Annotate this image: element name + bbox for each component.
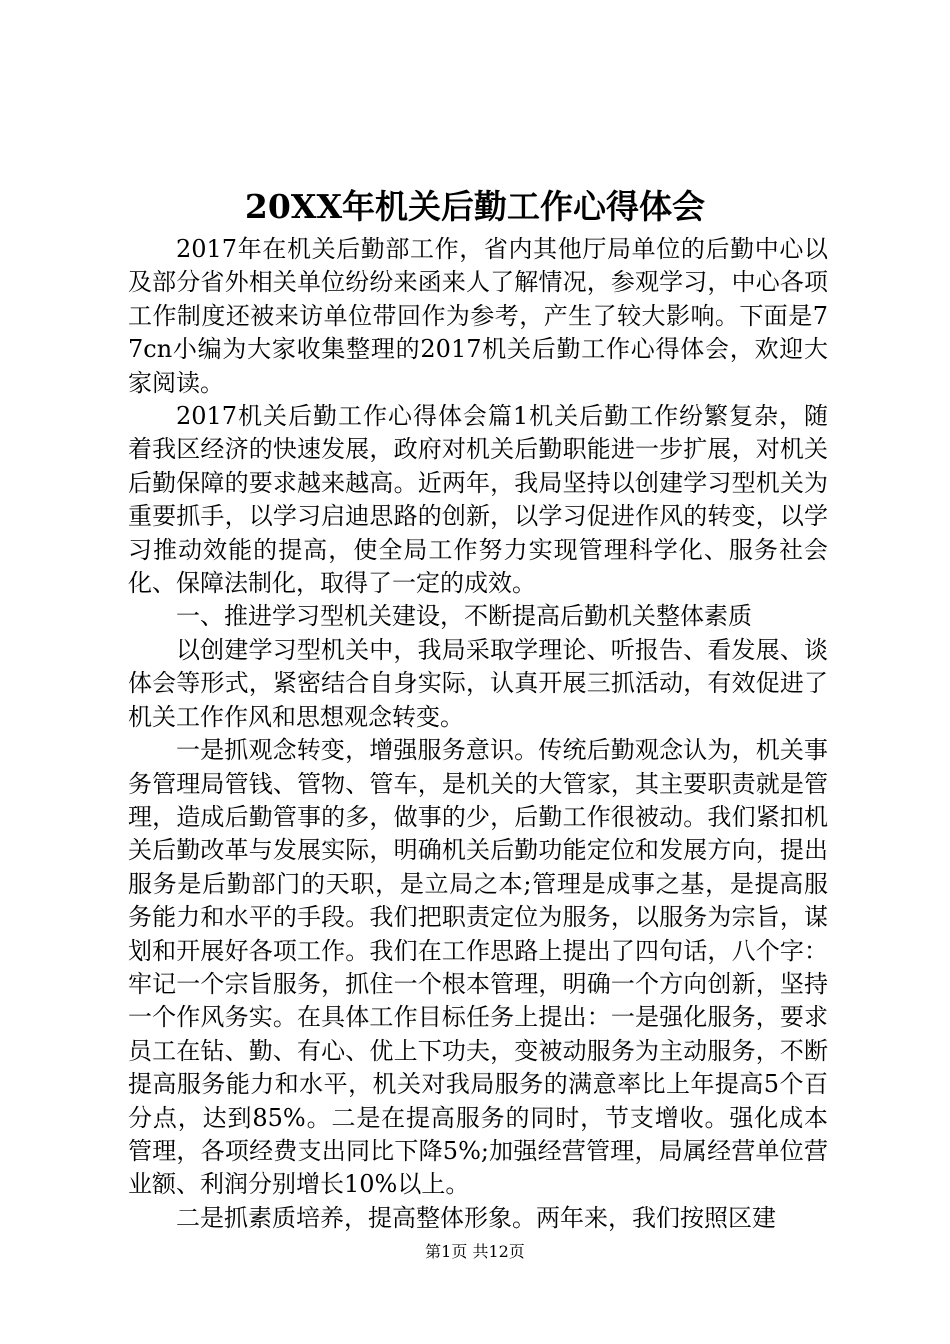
page-footer: 第1页 共12页 [425, 1242, 525, 1261]
paragraph: 2017机关后勤工作心得体会篇1机关后勤工作纷繁复杂，随着我区经济的快速发展，政府对机关后勤职能进一步扩展，对机关后勤保障的要求越来越高。近两年，我局坚持以创建学习型机关为重要抓手，以学习启迪思路的创新，以学习促进作风的转变，以学习推动效能的提高，使全局工作努力实现管理科学化、服务社会化、保障法制化，取得了一定的成效。 [128, 402, 828, 598]
paragraph: 一是抓观念转变，增强服务意识。传统后勤观念认为，机关事务管理局管钱、管物、管车，是机关的大管家，其主要职责就是管理，造成后勤管事的多，做事的少，后勤工作很被动。我们紧扣机关后勤改革与发展实际，明确机关后勤功能定位和发展方向，提出服务是后勤部门的天职，是立局之本;管理是成事之基，是提高服务能力和水平的手段。我们把职责定位为服务，以服务为宗旨，谋划和开展好各项工作。我们在工作思路上提出了四句话，八个字：牢记一个宗旨服务，抓住一个根本管理，明确一个方向创新，坚持一个作风务实。在具体工作目标任务上提出：一是强化服务，要求员工在钻、勤、有心、优上下功夫，变被动服务为主动服务，不断提高服务能力和水平，机关对我局服务的满意率比上年提高5个百分点，达到85%。二是在提高服务的同时，节支增收。强化成本管理，各项经费支出同比下降5%;加强经营管理，局属经营单位营业额、利润分别增长10%以上。 [128, 736, 828, 1199]
paragraph: 以创建学习型机关中，我局采取学理论、听报告、看发展、谈体会等形式，紧密结合自身实际，认真开展三抓活动，有效促进了机关工作作风和思想观念转变。 [128, 635, 828, 731]
document-title: 20XX年机关后勤工作心得体会 [244, 187, 706, 226]
section-heading: 一、推进学习型机关建设，不断提高后勤机关整体素质 [176, 602, 752, 631]
paragraph: 2017年在机关后勤部工作，省内其他厅局单位的后勤中心以及部分省外相关单位纷纷来函来人了解情况，参观学习，中心各项工作制度还被来访单位带回作为参考，产生了较大影响。下面是77cn小编为大家收集整理的2017机关后勤工作心得体会，欢迎大家阅读。 [128, 235, 828, 397]
paragraph: 二是抓素质培养，提高整体形象。两年来，我们按照区建 [176, 1203, 776, 1232]
document-body [128, 233, 828, 1235]
